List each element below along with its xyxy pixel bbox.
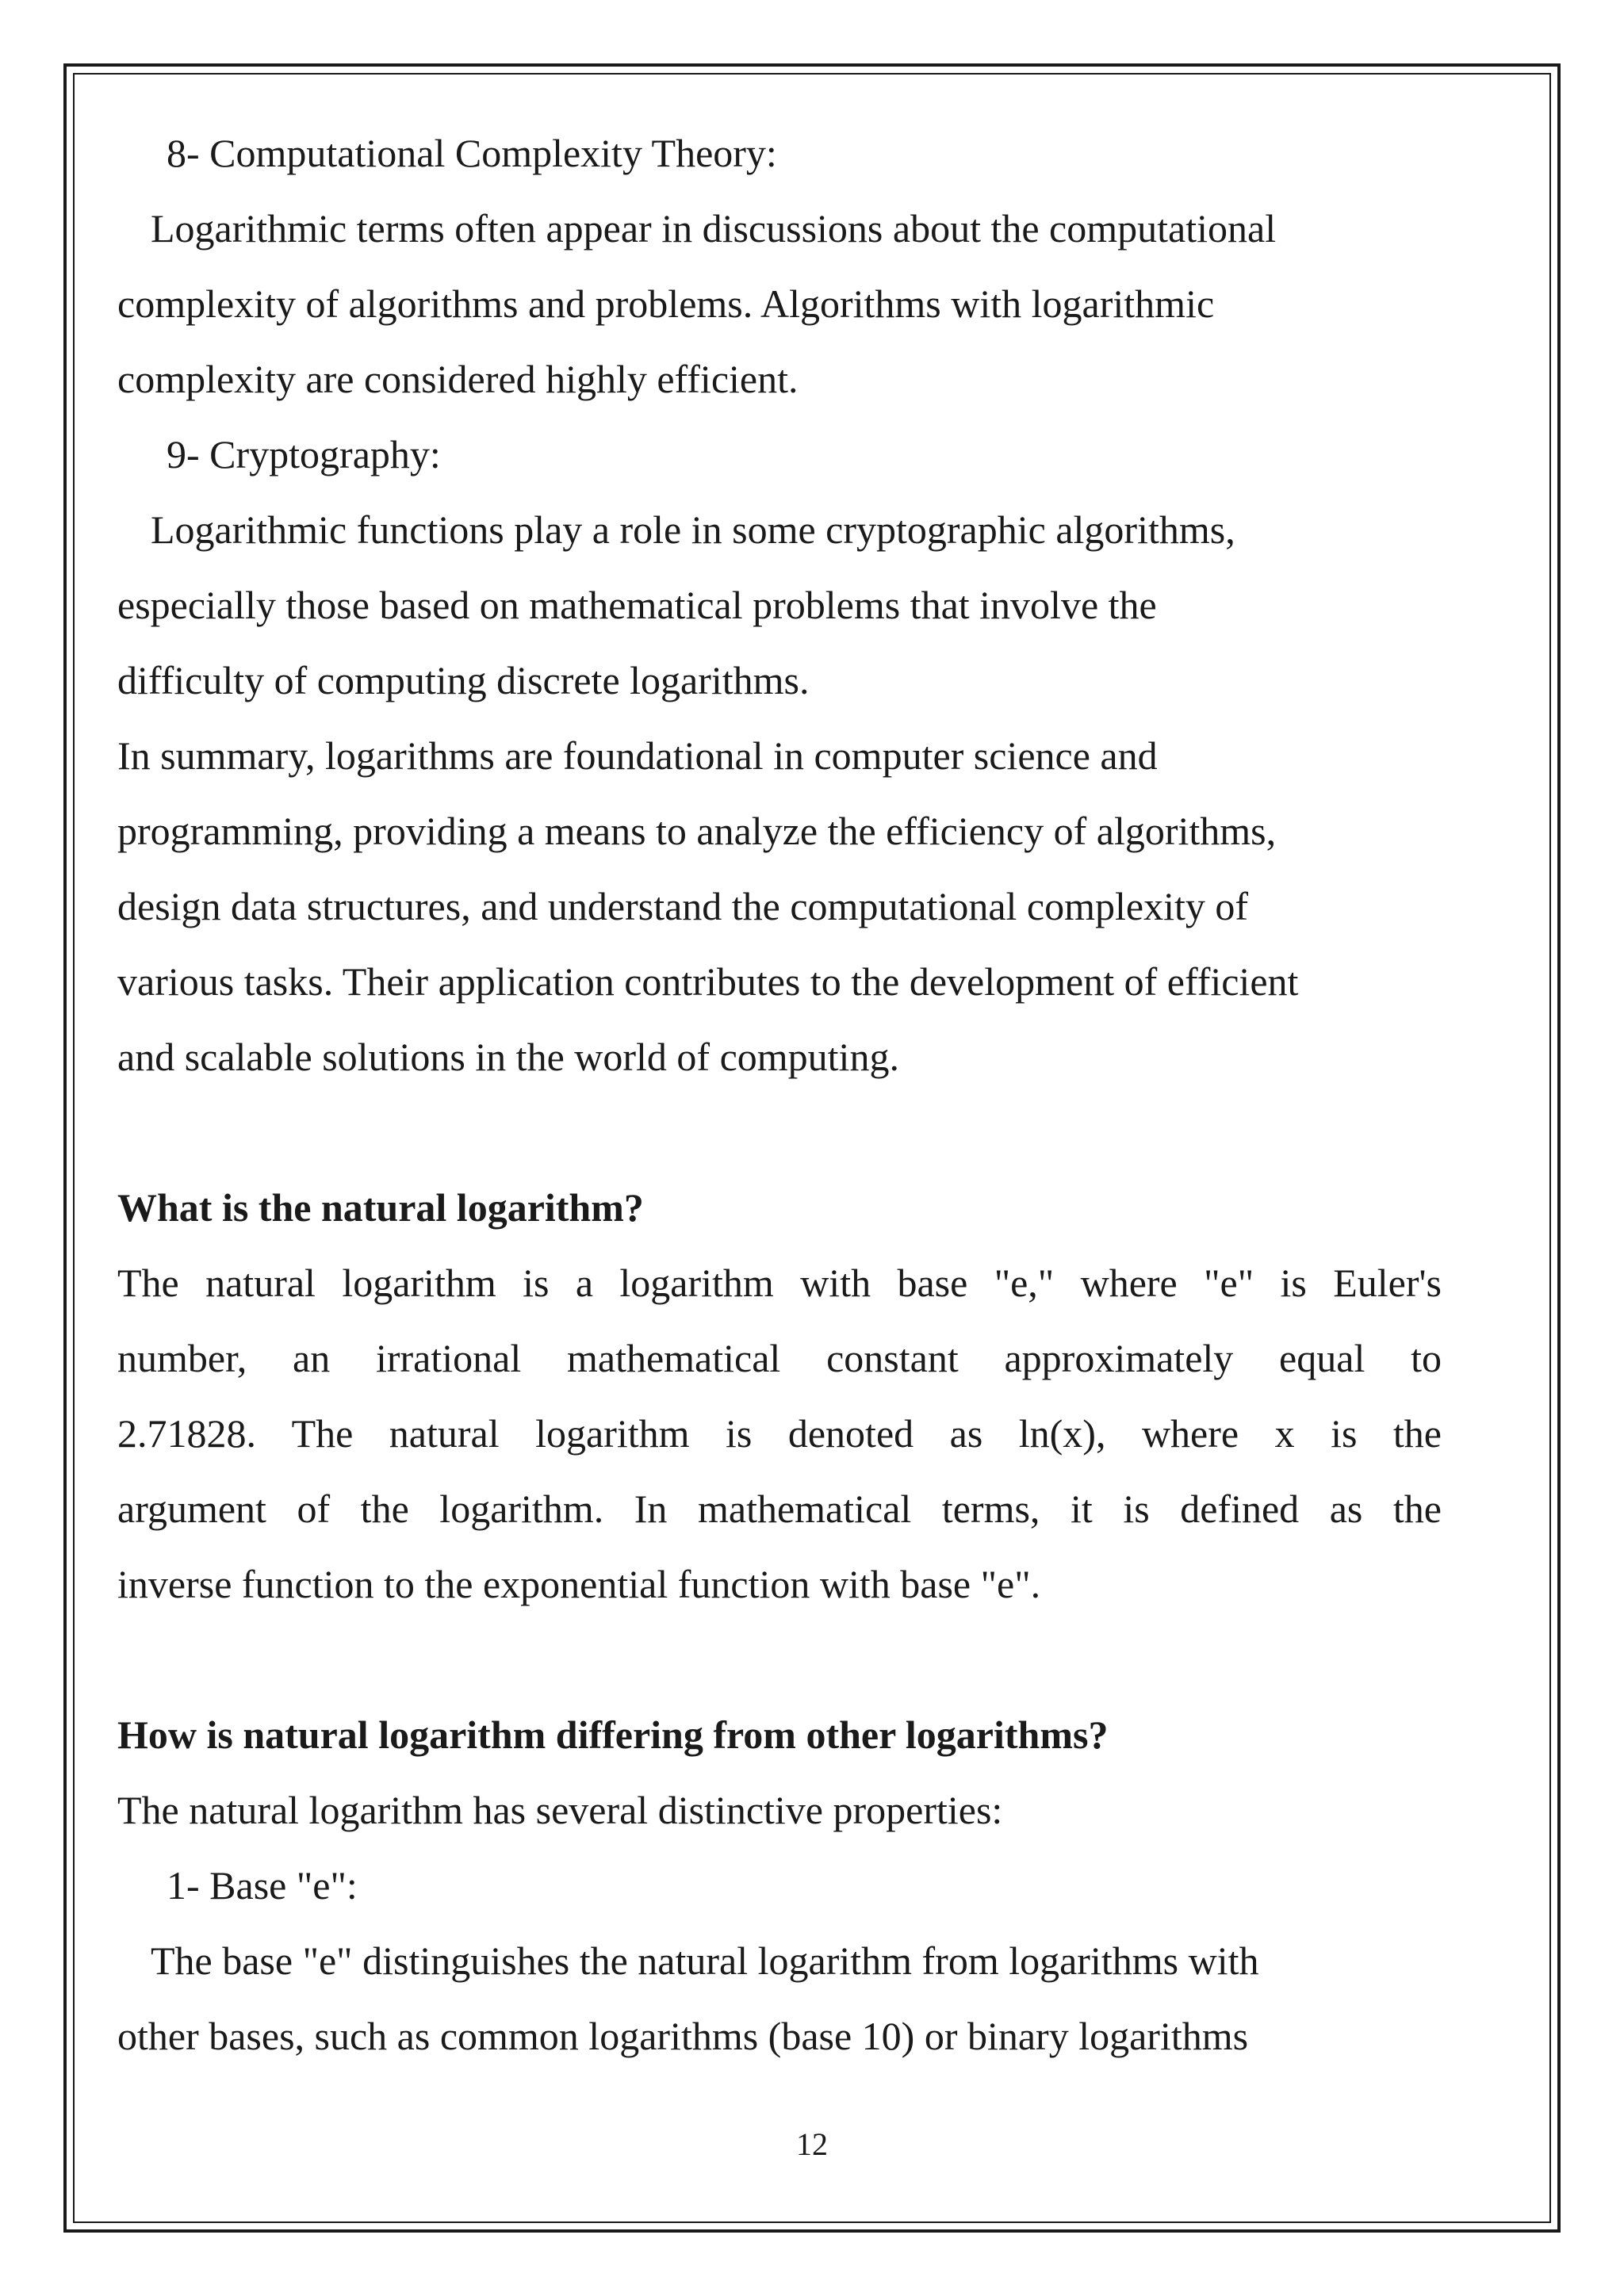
page-number: 12	[796, 2126, 828, 2162]
natural-log-line-3: 2.71828. The natural logarithm is denoted as ln(x), where x is the	[117, 1411, 1442, 1456]
section-8-line-2: complexity of algorithms and problems. Algorithms with logarithmic	[117, 281, 1215, 326]
differences-item-1-line-2: other bases, such as common logarithms (base 10) or binary logarithms	[117, 2014, 1249, 2058]
section-9-line-2: especially those based on mathematical problems that involve the	[117, 583, 1157, 627]
section-8-heading: 8- Computational Complexity Theory:	[167, 131, 777, 175]
differences-heading: How is natural logarithm differing from other logarithms?	[117, 1712, 1109, 1757]
section-9-heading: 9- Cryptography:	[167, 432, 441, 476]
summary-line-1: In summary, logarithms are foundational in computer science and	[117, 733, 1158, 778]
natural-log-line-1: The natural logarithm is a logarithm with base "e," where "e" is Euler's	[117, 1261, 1442, 1305]
natural-log-line-2: number, an irrational mathematical constant approximately equal to	[117, 1336, 1442, 1380]
differences-item-1-line-1: The base "e" distinguishes the natural logarithm from logarithms with	[151, 1938, 1259, 1983]
differences-item-1-heading: 1- Base "e":	[167, 1863, 358, 1908]
summary-line-3: design data structures, and understand the computational complexity of	[117, 884, 1249, 928]
section-8-line-3: complexity are considered highly efficient.	[117, 357, 799, 401]
section-8-line-1: Logarithmic terms often appear in discussions about the computational	[151, 206, 1277, 251]
natural-log-line-4: argument of the logarithm. In mathematical terms, it is defined as the	[117, 1487, 1442, 1531]
differences-intro: The natural logarithm has several distinctive properties:	[117, 1788, 1003, 1832]
natural-log-paragraph	[117, 1246, 1442, 1622]
section-9-line-3: difficulty of computing discrete logarithms.	[117, 658, 810, 702]
spacer	[117, 1622, 1442, 1697]
spacer	[117, 1095, 1442, 1170]
natural-log-line-5: inverse function to the exponential function with base "e".	[117, 1562, 1041, 1606]
summary-line-4: various tasks. Their application contributes to the development of efficient	[117, 959, 1299, 1004]
natural-log-heading: What is the natural logarithm?	[117, 1185, 644, 1230]
summary-line-5: and scalable solutions in the world of computing.	[117, 1035, 899, 1079]
page-content	[117, 116, 1442, 2074]
section-9-line-1: Logarithmic functions play a role in some cryptographic algorithms,	[151, 507, 1235, 552]
summary-line-2: programming, providing a means to analyze the efficiency of algorithms,	[117, 809, 1277, 853]
